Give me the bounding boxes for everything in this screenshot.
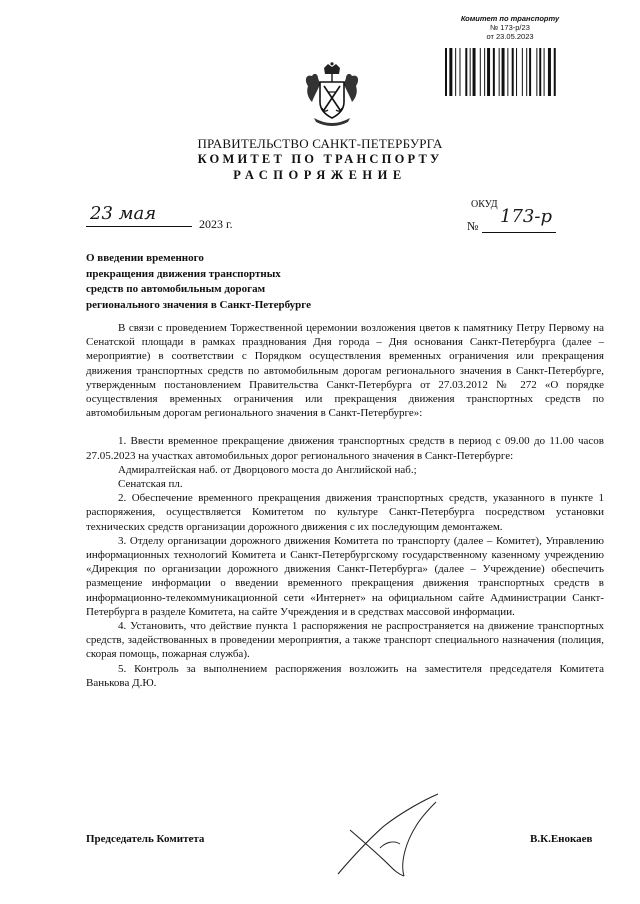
clause-5: 5. Контроль за выполнением распоряжения возложить на заместителя председателя Комитета Ванькова Д.Ю.: [86, 662, 604, 689]
subject-line: прекращения движения транспортных: [86, 267, 281, 280]
clause-3: 3. Отделу организации дорожного движения Комитета по транспорту (далее – Комитет), Управлению информационных технологий Комитета и Санкт-Петербургскому государственному казенному учреждению «Дирекция по организации дорожного движения Санкт-Петербурга» (далее – Учреждение) обеспечить размещение информации о введении временного прекращения движения транспортных средств в информационно-телекоммуникационной сети «Интернет» на официальном сайте Администрации Санкт-Петербурга в разделе Комитета, на сайте Учреждения и в средствах массовой информации.: [86, 534, 604, 618]
number-label: №: [467, 219, 479, 233]
barcode-icon: [445, 48, 583, 96]
committee-title: КОМИТЕТ ПО ТРАНСПОРТУ: [197, 152, 443, 166]
subject-line: регионального значения в Санкт-Петербурге: [86, 298, 311, 311]
clause-1-item-a: Адмиралтейская наб. от Дворцового моста до Английской наб.;: [118, 463, 417, 476]
document-body: [86, 321, 604, 690]
spb-coat-of-arms-icon: [302, 62, 362, 126]
clause-1: 1. Ввести временное прекращение движения транспортных средств в период с 09.00 до 11.00 часов 27.05.2023 на участках автомобильных дорог регионального значения в Санкт-Петербурге:: [86, 435, 604, 462]
okud-label: ОКУД: [471, 199, 498, 210]
stamp-number: № 173-р/23: [490, 23, 530, 32]
date-underline: [86, 226, 192, 227]
preamble-paragraph: В связи с проведением Торжественной церемонии возложения цветов к памятнику Петру Первому на Сенатской площади в рамках празднования Дня города – Дня основания Санкт-Петербурга (далее – мероприятие) в соответствии с Порядком осуществления временных ограничения или прекращения движения транспортных средств по автомобильным дорогам регионального значения в Санкт-Петербурге, утвержденным постановлением Правительства Санкт-Петербурга от 27.03.2012 № 272 «О порядке осуществления временных ограничения или прекращения движения транспортных средств по автомобильным дорогам регионального значения в Санкт-Петербурге»:: [86, 322, 604, 420]
document-type-title: РАСПОРЯЖЕНИЕ: [233, 168, 407, 182]
subject-line: средств по автомобильным дорогам: [86, 283, 266, 295]
number-underline: [482, 232, 556, 233]
clause-1-item-b: Сенатская пл.: [118, 478, 183, 491]
clause-2: 2. Обеспечение временного прекращения движения транспортных средств, указанного в пункте 1 распоряжения, осуществляется Комитетом по культуре Санкт-Петербурга посредством установки технических средств организации дорожного движения с их последующим демонтажем.: [86, 492, 604, 533]
subject-line: О введении временного: [86, 252, 204, 264]
government-title: ПРАВИТЕЛЬСТВО САНКТ-ПЕТЕРБУРГА: [197, 136, 443, 151]
clause-4: 4. Установить, что действие пункта 1 распоряжения не распространяется на движение транспортных средств, задействованных в проведении мероприятия, а также транспорт специального назначения (полиция, скорая помощь, пожарная служба).: [86, 620, 604, 661]
stamp-committee: Комитет по транспорту: [460, 14, 560, 23]
handwritten-date: 23 мая: [90, 203, 157, 224]
signatory-name: В.К.Енокаев: [530, 833, 593, 845]
stamp-date: от 23.05.2023: [486, 32, 534, 41]
handwritten-signature-icon: [320, 790, 450, 880]
handwritten-number: 173-р: [500, 206, 552, 227]
signatory-position: Председатель Комитета: [86, 833, 205, 845]
registration-stamp: [440, 14, 580, 41]
document-subject: [86, 251, 366, 313]
date-year: 2023 г.: [199, 217, 233, 231]
